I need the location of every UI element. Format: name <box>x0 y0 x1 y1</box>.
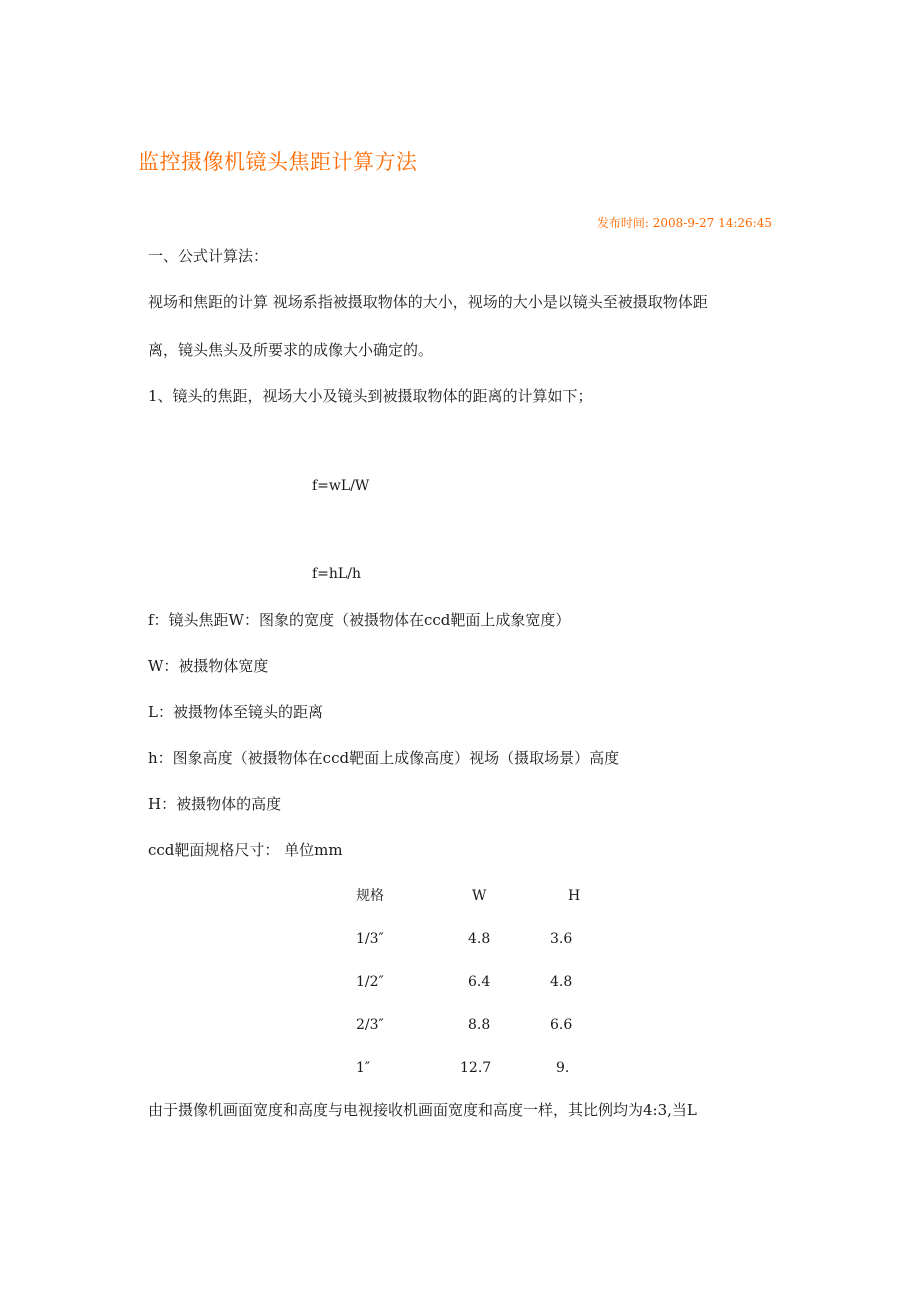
table-cell-spec: 2/3″ <box>356 1017 384 1033</box>
item-1-text: 1、镜头的焦距，视场大小及镜头到被摄取物体的距离的计算如下； <box>148 387 593 405</box>
table-cell-w: 4.8 <box>468 931 491 947</box>
table-cell-h: 4.8 <box>550 974 573 990</box>
definition-h: h：图象高度（被摄物体在ccd靶面上成像高度）视场（摄取场景）高度 <box>148 749 620 767</box>
table-cell-h: 6.6 <box>550 1017 573 1033</box>
definition-L: L：被摄物体至镜头的距离 <box>148 703 323 721</box>
formula-width: f=wL/W <box>312 478 370 494</box>
table-cell-spec: 1/3″ <box>356 931 384 947</box>
ccd-size-label: ccd靶面规格尺寸： 单位mm <box>148 841 343 859</box>
table-cell-spec: 1/2″ <box>356 974 384 990</box>
table-cell-w: 12.7 <box>460 1060 492 1076</box>
closing-paragraph-line: 由于摄像机画面宽度和高度与电视接收机画面宽度和高度一样，其比例均为4:3,当L <box>148 1101 697 1119</box>
formula-height: f=hL/h <box>312 566 361 582</box>
section-heading: 一、公式计算法： <box>148 247 269 265</box>
table-header-row <box>356 886 596 929</box>
table-row <box>356 972 596 1015</box>
table-header-w: W <box>472 888 487 904</box>
table-header-spec: 规格 <box>356 888 384 904</box>
table-cell-w: 6.4 <box>468 974 491 990</box>
table-cell-h: 9. <box>556 1060 570 1076</box>
table-header-h: H <box>568 888 581 904</box>
table-cell-h: 3.6 <box>550 931 573 947</box>
intro-paragraph-line-2: 离，镜头焦头及所要求的成像大小确定的。 <box>148 341 434 359</box>
definition-W: W：被摄物体宽度 <box>148 657 269 675</box>
table-row <box>356 1058 596 1101</box>
table-row <box>356 1015 596 1058</box>
document-title: 监控摄像机镜头焦距计算方法 <box>138 150 418 174</box>
table-cell-spec: 1″ <box>356 1060 371 1076</box>
table-row <box>356 929 596 972</box>
table-cell-w: 8.8 <box>468 1017 491 1033</box>
definition-H: H：被摄物体的高度 <box>148 795 282 813</box>
intro-paragraph-line-1: 视场和焦距的计算 视场系指被摄取物体的大小，视场的大小是以镜头至被摄取物体距 <box>148 293 708 311</box>
definition-f: f：镜头焦距W：图象的宽度（被摄物体在ccd靶面上成象宽度） <box>148 611 571 629</box>
ccd-spec-table <box>356 886 596 1101</box>
publish-time: 发布时间: 2008-9-27 14:26:45 <box>596 216 772 230</box>
